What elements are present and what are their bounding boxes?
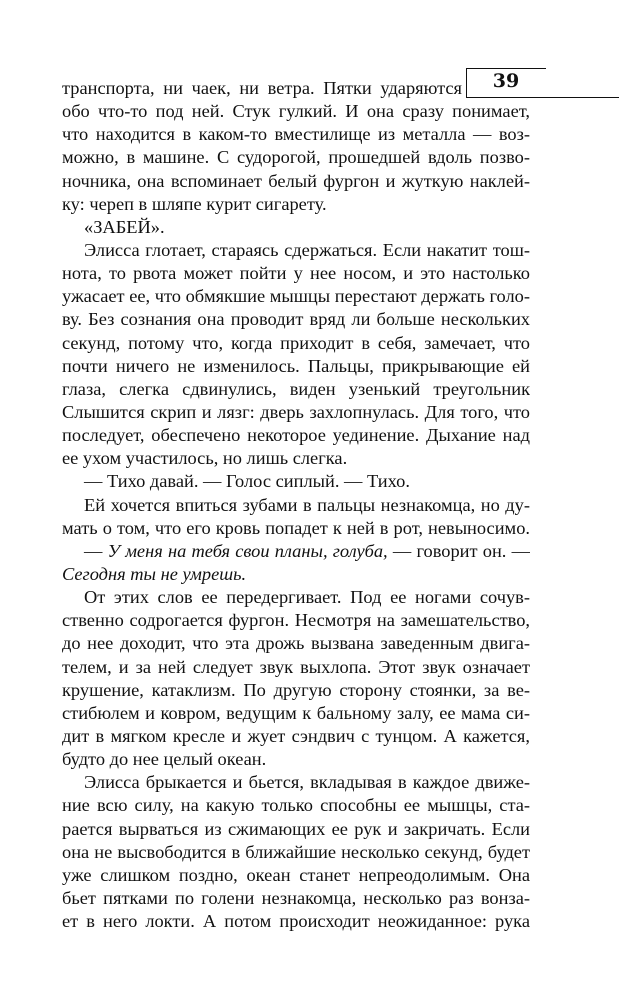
text-line: транспорта, ни чаек, ни ветра. Пятки ударяются <box>62 78 462 98</box>
text-line: ужасает ее, что обмякшие мышцы перестают держать голо- <box>62 286 530 307</box>
text-line: ночника, она вспоминает белый фургон и жуткую наклей- <box>62 170 530 191</box>
italic-speech: У меня на тебя свои планы, голуба, <box>107 540 388 561</box>
text-line: можно, в машине. С судорогой, прошедшей вдоль позво- <box>62 147 530 168</box>
text-line: Элисса глотает, стараясь сдержаться. Если накатит тош- <box>84 239 530 260</box>
text-line: ние всю силу, на какую только способны ее мышцы, ста- <box>62 795 530 816</box>
text-line: крушение, катаклизм. По другую сторону стоянки, за ве- <box>62 679 530 700</box>
text-line: обо что-то под ней. Стук гулкий. И она сразу понимает, <box>62 101 530 122</box>
text-line: ву. Без сознания она проводит вряд ли больше нескольких <box>62 309 530 330</box>
text-line: стибюлем и ковром, ведущим к бальному залу, ее мама си- <box>62 702 530 723</box>
text-line: будто до нее целый океан. <box>62 749 267 770</box>
page-number: 39 <box>492 70 520 92</box>
text-line: бьет пятками по голени незнакомца, несколько раз вонза- <box>62 887 530 908</box>
text-line: Сегодня ты не умрешь. <box>62 563 247 584</box>
text-line: ку: череп в шляпе курит сигарету. <box>62 193 327 214</box>
text-line-dialogue <box>62 540 530 563</box>
text-line: «ЗАБЕЙ». <box>84 216 165 237</box>
text-line: ственно содрогается фургон. Несмотря на замешательство, <box>62 610 530 631</box>
text-line: мать о том, что его кровь попадет к ней в рот, невыносимо. <box>62 517 530 538</box>
text-line: секунд, потому что, когда приходит в себя, замечает, что <box>62 332 530 353</box>
text-line: Элисса брыкается и бьется, вкладывая в каждое движе- <box>84 772 530 793</box>
text-line: дит в мягком кресле и жует сэндвич с тунцом. А кажется, <box>62 725 530 746</box>
text-line: Слышится скрип и лязг: дверь захлопнулась. Для того, что <box>62 401 530 422</box>
body-text <box>62 77 530 933</box>
dash: — <box>84 540 108 561</box>
text-line: что находится в каком-то вместилище из металла — воз- <box>62 124 530 145</box>
text-line: глаза, слегка сдвинулись, виден узенький треугольник <box>62 378 530 399</box>
text-line: почти ничего не изменилось. Пальцы, прикрывающие ей <box>62 355 530 376</box>
text-line: до нее доходит, что эта дрожь вызвана заведенным двига- <box>62 633 530 654</box>
text-line: телем, и за ней следует звук выхлопа. Этот звук означает <box>62 656 530 677</box>
text-line: От этих слов ее передергивает. Под ее ногами сочув- <box>84 587 530 608</box>
text-line: она не высвободится в ближайшие несколько секунд, будет <box>62 841 530 862</box>
text-line: ее ухом участилось, но лишь слегка. <box>62 448 348 469</box>
text-line: нота, то рвота может пойти у нее носом, и это настолько <box>62 263 530 284</box>
text-line: рается вырваться из сжимающих ее рук и закричать. Если <box>62 818 530 839</box>
text-line: — Тихо давай. — Голос сиплый. — Тихо. <box>84 471 410 492</box>
text-line: ет в него локти. А потом происходит неожиданное: рука <box>62 911 530 932</box>
text-line: уже слишком поздно, океан станет непреодолимым. Она <box>62 864 530 885</box>
text-line: Ей хочется впиться зубами в пальцы незнакомца, но ду- <box>84 494 530 515</box>
text-line: последует, обеспечено некоторое уединение. Дыхание над <box>62 425 530 446</box>
speech-tag: — говорит он. — <box>387 540 530 561</box>
